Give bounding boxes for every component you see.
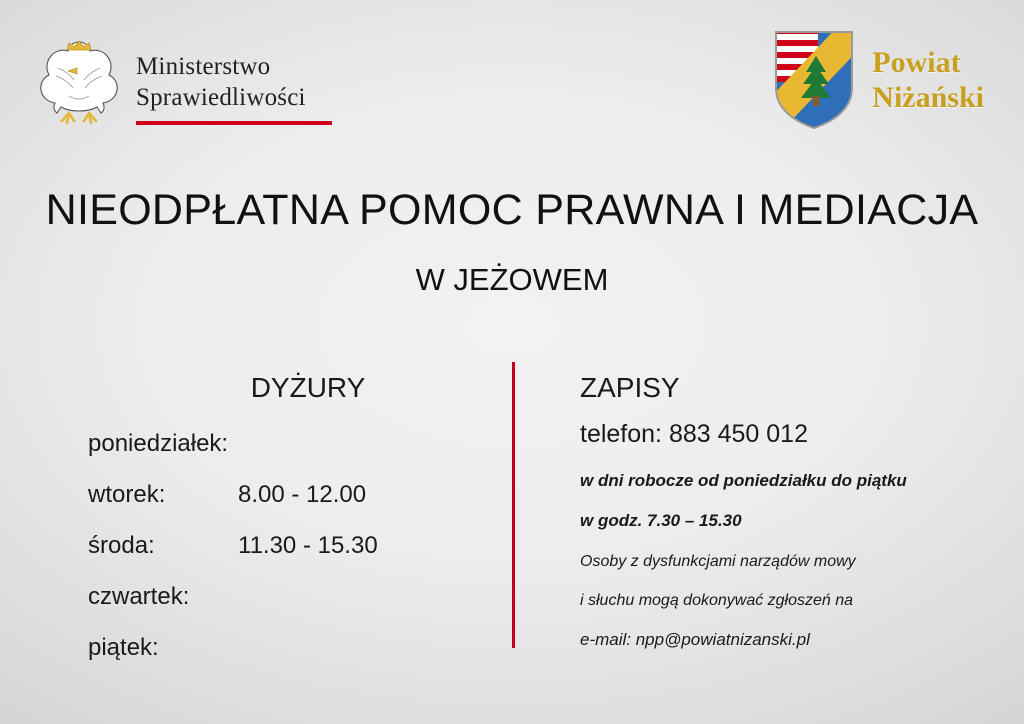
powiat-logo <box>772 28 984 132</box>
page-title: NIEODPŁATNA POMOC PRAWNA I MEDIACJA <box>45 186 979 234</box>
schedule-row <box>88 481 488 509</box>
page-subtitle: W JEŻOWEM <box>415 262 609 297</box>
ministry-logo <box>36 34 332 130</box>
signup-phone: telefon: 883 450 012 <box>580 420 808 448</box>
signup-email: e-mail: npp@powiatnizanski.pl <box>580 630 810 650</box>
signup-section <box>580 372 1000 671</box>
schedule-row <box>88 430 488 458</box>
powiat-name-line1: Powiat <box>872 45 961 79</box>
schedule-day-label: czwartek: <box>88 583 190 610</box>
ministry-name <box>136 34 332 125</box>
signup-note-weekdays: w dni robocze od poniedziałku do piątku <box>580 471 907 490</box>
schedule-row <box>88 634 488 662</box>
ministry-red-rule <box>136 121 332 125</box>
schedule-hours-value: 11.30 - 15.30 <box>238 532 378 559</box>
schedule-hours-value: 8.00 - 12.00 <box>238 481 367 508</box>
ministry-name-line1: Ministerstwo <box>136 53 271 80</box>
signup-heading: ZAPISY <box>580 372 680 403</box>
schedule-day-label: środa: <box>88 532 155 559</box>
column-divider <box>512 362 515 648</box>
powiat-name <box>872 45 984 116</box>
powiat-nizanski-coat-of-arms-icon <box>772 28 856 132</box>
ministry-name-line2: Sprawiedliwości <box>136 83 306 111</box>
signup-info-line1: Osoby z dysfunkcjami narządów mowy <box>580 552 856 570</box>
schedule-row <box>88 583 488 611</box>
schedule-day-label: wtorek: <box>88 481 166 508</box>
signup-info-line2: i słuchu mogą dokonywać zgłoszeń na <box>580 591 854 609</box>
schedule-row <box>88 532 488 560</box>
powiat-name-line2: Niżański <box>872 81 984 114</box>
signup-note-hours: w godz. 7.30 – 15.30 <box>580 511 742 531</box>
schedule-day-label: poniedziałek: <box>88 430 229 457</box>
schedule-day-label: piątek: <box>88 634 159 661</box>
duty-hours-heading: DYŻURY <box>250 372 366 403</box>
duty-hours-section <box>88 372 488 685</box>
page-header <box>0 0 1024 160</box>
polish-eagle-emblem-icon <box>36 34 122 130</box>
